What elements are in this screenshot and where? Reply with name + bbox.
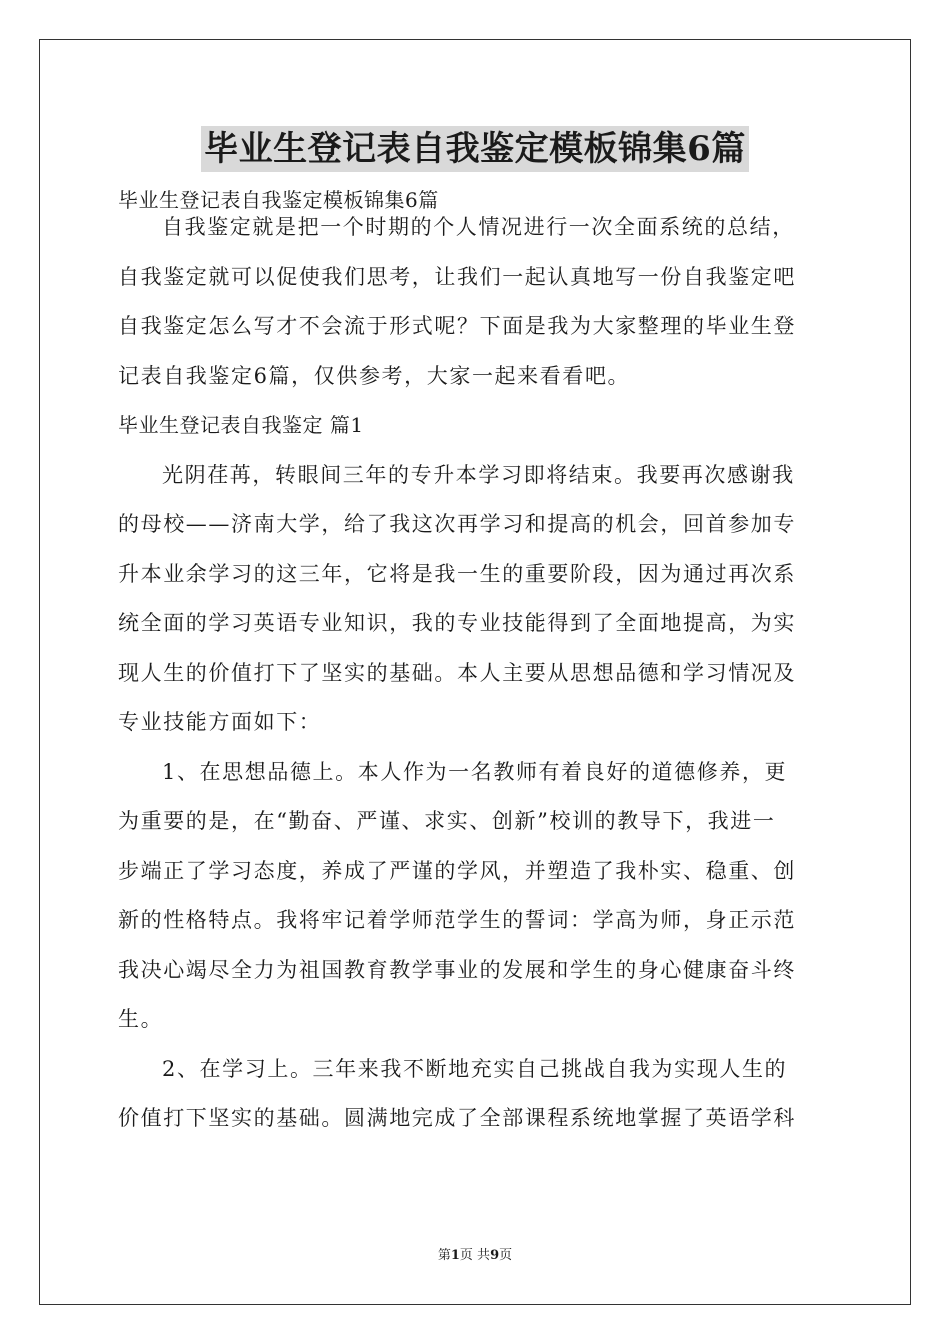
- text-line: 记表自我鉴定6篇，仅供参考，大家一起来看看吧。: [118, 363, 631, 388]
- text-line: 的母校——济南大学，给了我这次再学习和提高的机会，回首参加专: [118, 512, 796, 536]
- text-line: 1、在思想品德上。本人作为一名教师有着良好的道德修养，更: [162, 759, 788, 784]
- document-title: 毕业生登记表自我鉴定模板锦集6篇: [201, 126, 749, 172]
- document-body: [118, 203, 832, 1144]
- text-line: 自我鉴定就可以促使我们思考，让我们一起认真地写一份自我鉴定吧: [118, 264, 796, 289]
- text-line: 统全面的学习英语专业知识，我的专业技能得到了全面地提高，为实: [118, 611, 796, 635]
- text-line: 我决心竭尽全力为祖国教育教学事业的发展和学生的身心健康奋斗终: [118, 957, 796, 982]
- text-line: 2、在学习上。三年来我不断地充实自己挑战自我为实现人生的: [162, 1056, 788, 1081]
- text-line: 光阴荏苒，转眼间三年的专升本学习即将结束。我要再次感谢我: [162, 462, 795, 487]
- page-number: 1: [450, 1248, 460, 1263]
- text-line: 自我鉴定就是把一个时期的个人情况进行一次全面系统的总结，: [162, 215, 795, 239]
- title-wrap: [118, 126, 832, 172]
- page-label-mid: 页 共: [459, 1248, 491, 1263]
- section-heading: 毕业生登记表自我鉴定 篇1: [118, 413, 364, 437]
- text-line: 现人生的价值打下了坚实的基础。本人主要从思想品德和学习情况及: [118, 660, 796, 685]
- text-line: 为重要的是，在“勤奋、严谨、求实、创新”校训的教导下，我进一: [118, 809, 776, 833]
- text-line: 步端正了学习态度，养成了严谨的学风，并塑造了我朴实、稳重、创: [118, 858, 796, 883]
- page-label-prefix: 第: [437, 1248, 451, 1263]
- text-line: 升本业余学习的这三年，它将是我一生的重要阶段，因为通过再次系: [118, 561, 796, 586]
- text-line: 价值打下坚实的基础。圆满地完成了全部课程系统地掌握了英语学科: [118, 1106, 796, 1130]
- page-footer: [0, 1246, 950, 1266]
- document-subtitle: 毕业生登记表自我鉴定模板锦集6篇: [118, 188, 439, 212]
- text-line: 生。: [118, 1007, 164, 1031]
- text-line: 新的性格特点。我将牢记着学师范学生的誓词：学高为师，身正示范: [118, 908, 796, 932]
- total-pages: 9: [490, 1248, 500, 1263]
- text-line: 专业技能方面如下：: [118, 710, 322, 734]
- text-line: 自我鉴定怎么写才不会流于形式呢？下面是我为大家整理的毕业生登: [118, 314, 796, 338]
- page-label-suffix: 页: [499, 1248, 513, 1263]
